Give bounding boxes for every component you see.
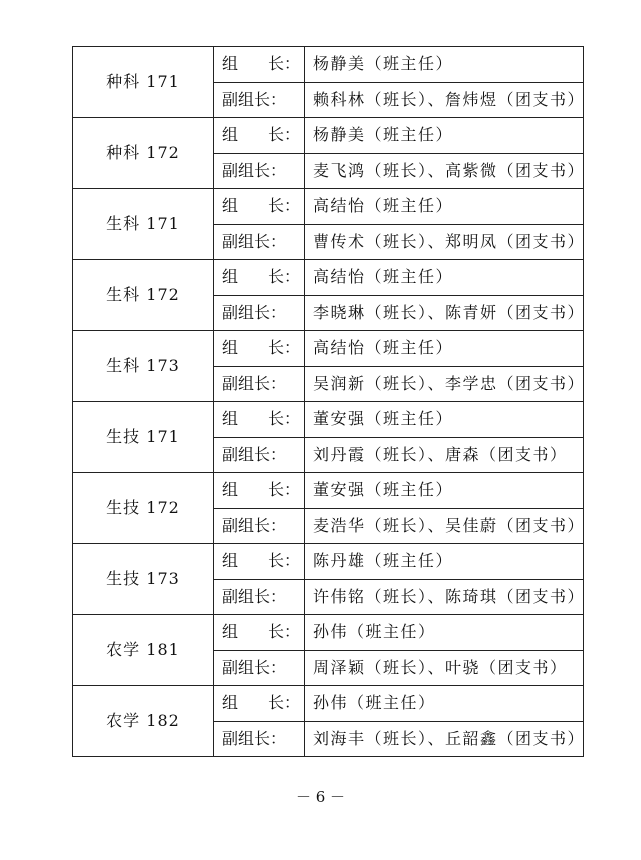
- leader-label-cell: [214, 189, 305, 225]
- table-row-leader: [73, 189, 584, 225]
- leader-label-part: 长：: [268, 693, 301, 713]
- deputy-label-cell: 副组长：: [214, 153, 305, 189]
- leader-label-part: 组: [222, 409, 239, 429]
- leader-name-cell: 孙伟（班主任）: [305, 686, 584, 722]
- leader-label-cell: [214, 260, 305, 296]
- leader-label-part: 组: [222, 338, 239, 358]
- table-row-leader: [73, 118, 584, 154]
- deputy-label-cell: 副组长：: [214, 579, 305, 615]
- deputy-names-cell: 刘海丰（班长）、丘韶鑫（团支书）: [305, 721, 584, 757]
- class-leadership-table: [72, 46, 584, 757]
- class-name-cell: 农学 181: [73, 615, 214, 686]
- table-row-leader: [73, 544, 584, 580]
- table-row-leader: [73, 473, 584, 509]
- table-row-leader: [73, 402, 584, 438]
- class-name-cell: 生技 173: [73, 544, 214, 615]
- leader-name-cell: 高结怡（班主任）: [305, 189, 584, 225]
- leader-label-cell: [214, 402, 305, 438]
- class-name-cell: 生科 172: [73, 260, 214, 331]
- class-name-cell: 生科 171: [73, 189, 214, 260]
- leader-label-cell: [214, 473, 305, 509]
- leader-name-cell: 陈丹雄（班主任）: [305, 544, 584, 580]
- leader-label-cell: [214, 686, 305, 722]
- leader-label-part: 长：: [268, 338, 301, 358]
- class-name-cell: 生技 171: [73, 402, 214, 473]
- leader-label-part: 组: [222, 267, 239, 287]
- deputy-names-cell: 曹传术（班长）、郑明凤（团支书）: [305, 224, 584, 260]
- class-name-cell: 生技 172: [73, 473, 214, 544]
- leader-label-part: 长：: [268, 54, 301, 74]
- deputy-label-cell: 副组长：: [214, 650, 305, 686]
- table-row-leader: [73, 615, 584, 651]
- table-row-leader: [73, 47, 584, 83]
- leader-label-cell: [214, 615, 305, 651]
- leader-label-cell: [214, 331, 305, 367]
- deputy-names-cell: 李晓琳（班长）、陈青妍（团支书）: [305, 295, 584, 331]
- leader-label-part: 组: [222, 551, 239, 571]
- leader-name-cell: 高结怡（班主任）: [305, 260, 584, 296]
- deputy-label-cell: 副组长：: [214, 721, 305, 757]
- leader-label-part: 组: [222, 622, 239, 642]
- class-name-cell: 生科 173: [73, 331, 214, 402]
- deputy-label-cell: 副组长：: [214, 366, 305, 402]
- leader-label-part: 长：: [268, 480, 301, 500]
- leader-label-part: 长：: [268, 551, 301, 571]
- page-number: － 6 －: [295, 788, 346, 806]
- deputy-label-cell: 副组长：: [214, 437, 305, 473]
- deputy-label-cell: 副组长：: [214, 82, 305, 118]
- class-name-cell: 种科 171: [73, 47, 214, 118]
- leader-name-cell: 董安强（班主任）: [305, 402, 584, 438]
- leader-label-part: 组: [222, 480, 239, 500]
- deputy-names-cell: 刘丹霞（班长）、唐森（团支书）: [305, 437, 584, 473]
- class-name-cell: 农学 182: [73, 686, 214, 757]
- leader-name-cell: 杨静美（班主任）: [305, 47, 584, 83]
- leader-label-cell: [214, 47, 305, 83]
- leader-label-part: 长：: [268, 125, 301, 145]
- deputy-label-cell: 副组长：: [214, 295, 305, 331]
- leader-name-cell: 董安强（班主任）: [305, 473, 584, 509]
- leader-label-part: 长：: [268, 267, 301, 287]
- deputy-names-cell: 麦飞鸿（班长）、高紫微（团支书）: [305, 153, 584, 189]
- leader-name-cell: 高结怡（班主任）: [305, 331, 584, 367]
- leader-name-cell: 孙伟（班主任）: [305, 615, 584, 651]
- deputy-names-cell: 吴润新（班长）、李学忠（团支书）: [305, 366, 584, 402]
- deputy-names-cell: 许伟铭（班长）、陈琦琪（团支书）: [305, 579, 584, 615]
- class-name-cell: 种科 172: [73, 118, 214, 189]
- leader-name-cell: 杨静美（班主任）: [305, 118, 584, 154]
- leader-label-part: 长：: [268, 622, 301, 642]
- deputy-label-cell: 副组长：: [214, 224, 305, 260]
- leader-label-part: 组: [222, 125, 239, 145]
- deputy-names-cell: 周泽颖（班长）、叶骁（团支书）: [305, 650, 584, 686]
- leader-label-part: 组: [222, 196, 239, 216]
- table-row-leader: [73, 331, 584, 367]
- deputy-names-cell: 赖科林（班长）、詹炜煜（团支书）: [305, 82, 584, 118]
- deputy-names-cell: 麦浩华（班长）、吴佳蔚（团支书）: [305, 508, 584, 544]
- leader-label-cell: [214, 118, 305, 154]
- leader-label-part: 长：: [268, 409, 301, 429]
- leader-label-cell: [214, 544, 305, 580]
- leader-label-part: 长：: [268, 196, 301, 216]
- table-row-leader: [73, 260, 584, 296]
- leader-label-part: 组: [222, 54, 239, 74]
- deputy-label-cell: 副组长：: [214, 508, 305, 544]
- leader-label-part: 组: [222, 693, 239, 713]
- table-row-leader: [73, 686, 584, 722]
